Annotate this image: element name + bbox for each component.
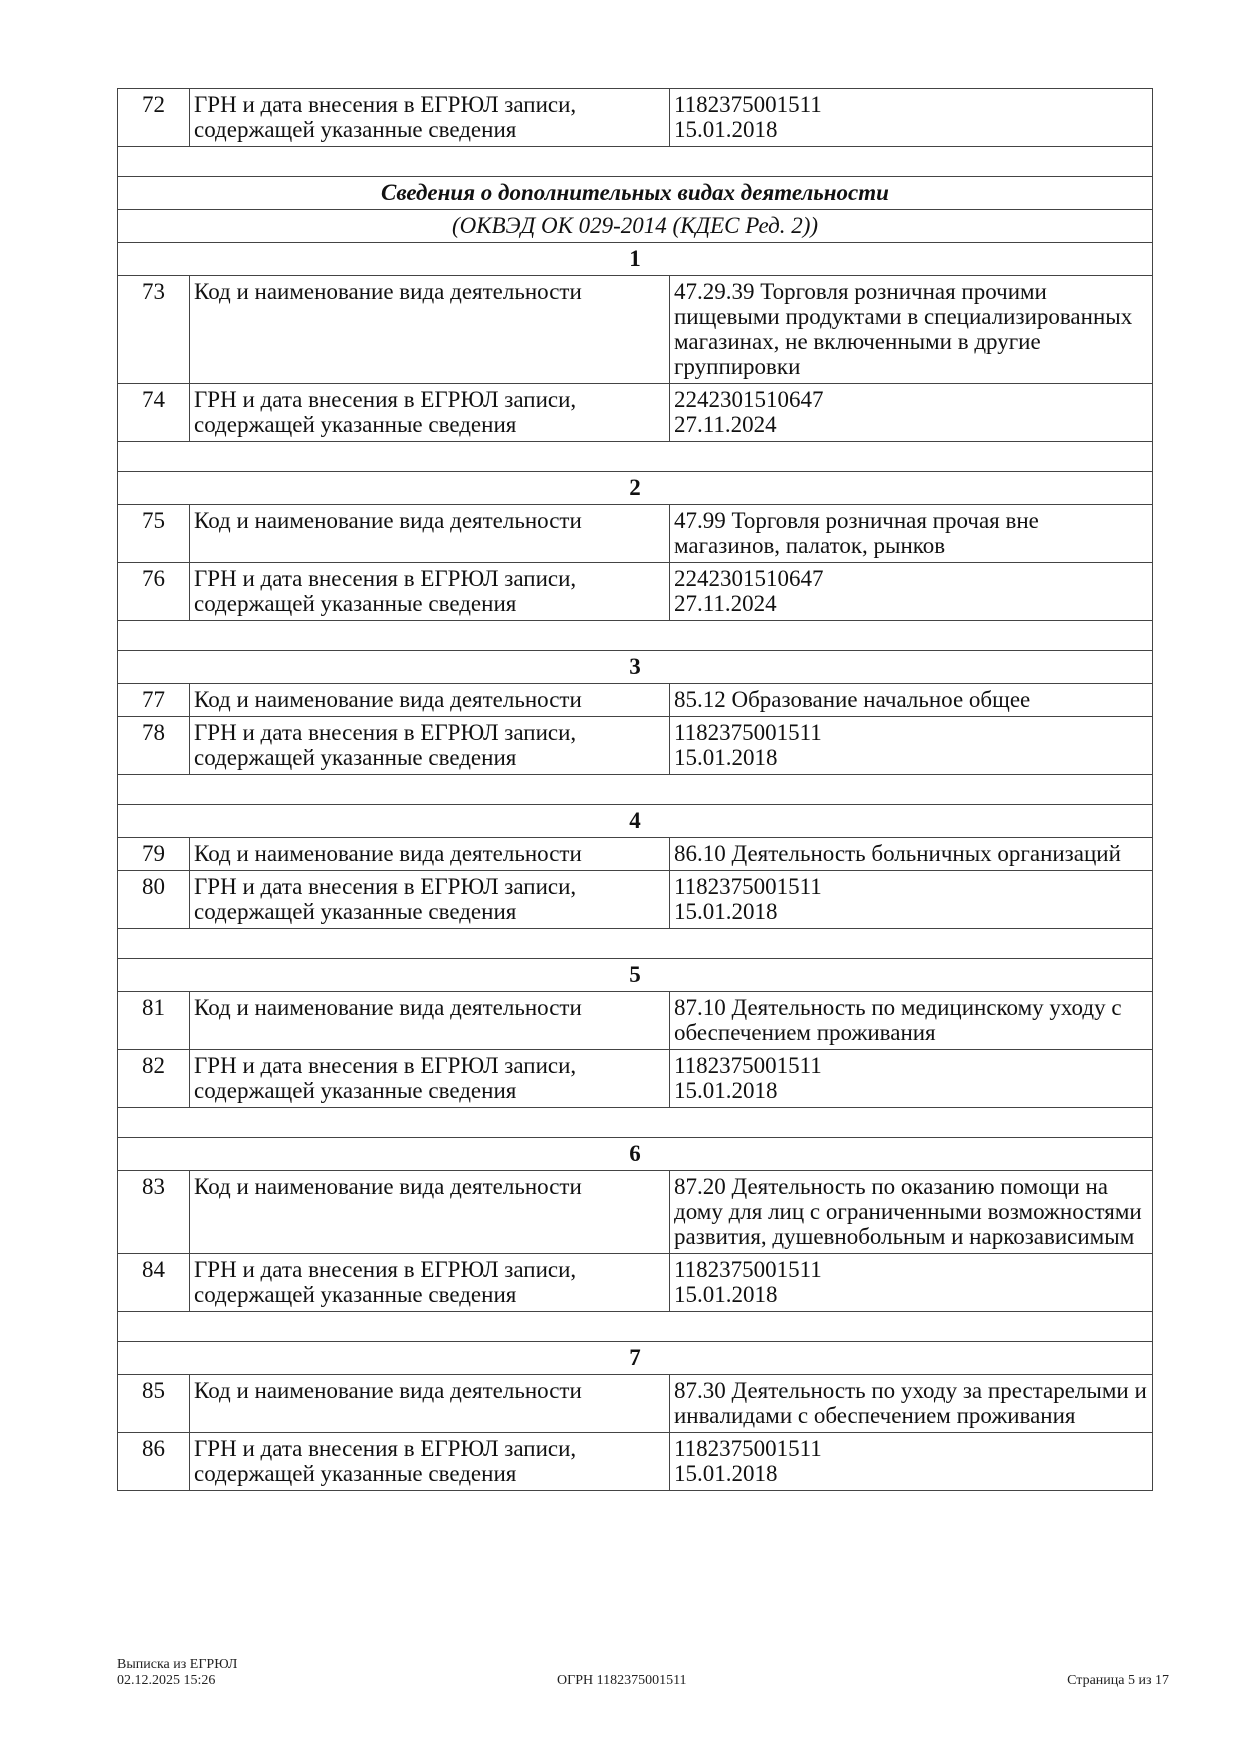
- row-number: 82: [118, 1050, 190, 1108]
- row-value: 1182375001511 15.01.2018: [670, 89, 1153, 147]
- row-label: Код и наименование вида деятельности: [190, 1171, 670, 1254]
- row-label: ГРН и дата внесения в ЕГРЮЛ записи, содержащей указанные сведения: [190, 1254, 670, 1312]
- table-row: [118, 1050, 1153, 1108]
- row-value: 1182375001511 15.01.2018: [670, 1254, 1153, 1312]
- table-row: [118, 1375, 1153, 1433]
- group-number: 7: [118, 1342, 1153, 1375]
- row-label: ГРН и дата внесения в ЕГРЮЛ записи, содержащей указанные сведения: [190, 89, 670, 147]
- table-row: [118, 563, 1153, 621]
- row-value: 47.29.39 Торговля розничная прочими пищевыми продуктами в специализированных магазинах, не включенными в другие группировки: [670, 276, 1153, 384]
- table-row: [118, 838, 1153, 871]
- row-number: 84: [118, 1254, 190, 1312]
- row-number: 74: [118, 384, 190, 442]
- group-number: 4: [118, 805, 1153, 838]
- row-value: 1182375001511 15.01.2018: [670, 1433, 1153, 1491]
- row-label: Код и наименование вида деятельности: [190, 276, 670, 384]
- row-label: ГРН и дата внесения в ЕГРЮЛ записи, содержащей указанные сведения: [190, 871, 670, 929]
- egrul-table: [117, 88, 1153, 1491]
- row-number: 79: [118, 838, 190, 871]
- group-header-row: [118, 959, 1153, 992]
- table-row: [118, 871, 1153, 929]
- footer-doc-title: Выписка из ЕГРЮЛ: [117, 1657, 238, 1672]
- row-number: 75: [118, 505, 190, 563]
- table-row: [118, 717, 1153, 775]
- row-number: 80: [118, 871, 190, 929]
- row-value: 2242301510647 27.11.2024: [670, 384, 1153, 442]
- table-row: [118, 384, 1153, 442]
- group-number: 6: [118, 1138, 1153, 1171]
- row-label: Код и наименование вида деятельности: [190, 992, 670, 1050]
- row-value: 47.99 Торговля розничная прочая вне магазинов, палаток, рынков: [670, 505, 1153, 563]
- row-label: ГРН и дата внесения в ЕГРЮЛ записи, содержащей указанные сведения: [190, 1050, 670, 1108]
- row-value: 87.30 Деятельность по уходу за престарелыми и инвалидами с обеспечением проживания: [670, 1375, 1153, 1433]
- table-row: [118, 1254, 1153, 1312]
- row-label: Код и наименование вида деятельности: [190, 1375, 670, 1433]
- footer-datetime: 02.12.2025 15:26: [117, 1673, 216, 1688]
- table-row: [118, 89, 1153, 147]
- spacer-row: [118, 929, 1153, 959]
- table-row: [118, 505, 1153, 563]
- spacer-row: [118, 775, 1153, 805]
- spacer-row: [118, 1312, 1153, 1342]
- row-label: ГРН и дата внесения в ЕГРЮЛ записи, содержащей указанные сведения: [190, 384, 670, 442]
- spacer-row: [118, 1108, 1153, 1138]
- row-value: 87.20 Деятельность по оказанию помощи на дому для лиц с ограниченными возможностями развития, душевнобольным и наркозависимым: [670, 1171, 1153, 1254]
- row-value: 2242301510647 27.11.2024: [670, 563, 1153, 621]
- row-number: 73: [118, 276, 190, 384]
- footer-page-number: Страница 5 из 17: [1067, 1673, 1169, 1688]
- table-row: [118, 1433, 1153, 1491]
- row-number: 77: [118, 684, 190, 717]
- group-header-row: [118, 651, 1153, 684]
- group-number: 1: [118, 243, 1153, 276]
- section-subtitle: (ОКВЭД ОК 029-2014 (КДЕС Ред. 2)): [118, 210, 1153, 243]
- row-label: Код и наименование вида деятельности: [190, 505, 670, 563]
- spacer-row: [118, 442, 1153, 472]
- section-subtitle-row: [118, 210, 1153, 243]
- section-title: Сведения о дополнительных видах деятельности: [118, 177, 1153, 210]
- section-title-row: [118, 177, 1153, 210]
- row-label: ГРН и дата внесения в ЕГРЮЛ записи, содержащей указанные сведения: [190, 1433, 670, 1491]
- row-number: 78: [118, 717, 190, 775]
- row-number: 76: [118, 563, 190, 621]
- group-number: 5: [118, 959, 1153, 992]
- table-row: [118, 992, 1153, 1050]
- row-number: 86: [118, 1433, 190, 1491]
- spacer-row: [118, 147, 1153, 177]
- table-row: [118, 1171, 1153, 1254]
- row-value: 1182375001511 15.01.2018: [670, 1050, 1153, 1108]
- row-label: ГРН и дата внесения в ЕГРЮЛ записи, содержащей указанные сведения: [190, 563, 670, 621]
- row-value: 1182375001511 15.01.2018: [670, 871, 1153, 929]
- row-value: 85.12 Образование начальное общее: [670, 684, 1153, 717]
- spacer-row: [118, 621, 1153, 651]
- row-label: Код и наименование вида деятельности: [190, 684, 670, 717]
- group-header-row: [118, 1138, 1153, 1171]
- row-number: 83: [118, 1171, 190, 1254]
- row-number: 85: [118, 1375, 190, 1433]
- row-number: 72: [118, 89, 190, 147]
- group-header-row: [118, 805, 1153, 838]
- group-header-row: [118, 1342, 1153, 1375]
- group-number: 3: [118, 651, 1153, 684]
- row-label: Код и наименование вида деятельности: [190, 838, 670, 871]
- row-label: ГРН и дата внесения в ЕГРЮЛ записи, содержащей указанные сведения: [190, 717, 670, 775]
- group-header-row: [118, 472, 1153, 505]
- row-number: 81: [118, 992, 190, 1050]
- group-number: 2: [118, 472, 1153, 505]
- footer-ogrn: ОГРН 1182375001511: [557, 1673, 687, 1688]
- footer-left: [117, 1657, 237, 1689]
- row-value: 1182375001511 15.01.2018: [670, 717, 1153, 775]
- row-value: 86.10 Деятельность больничных организаций: [670, 838, 1153, 871]
- table-row: [118, 276, 1153, 384]
- group-header-row: [118, 243, 1153, 276]
- table-row: [118, 684, 1153, 717]
- row-value: 87.10 Деятельность по медицинскому уходу с обеспечением проживания: [670, 992, 1153, 1050]
